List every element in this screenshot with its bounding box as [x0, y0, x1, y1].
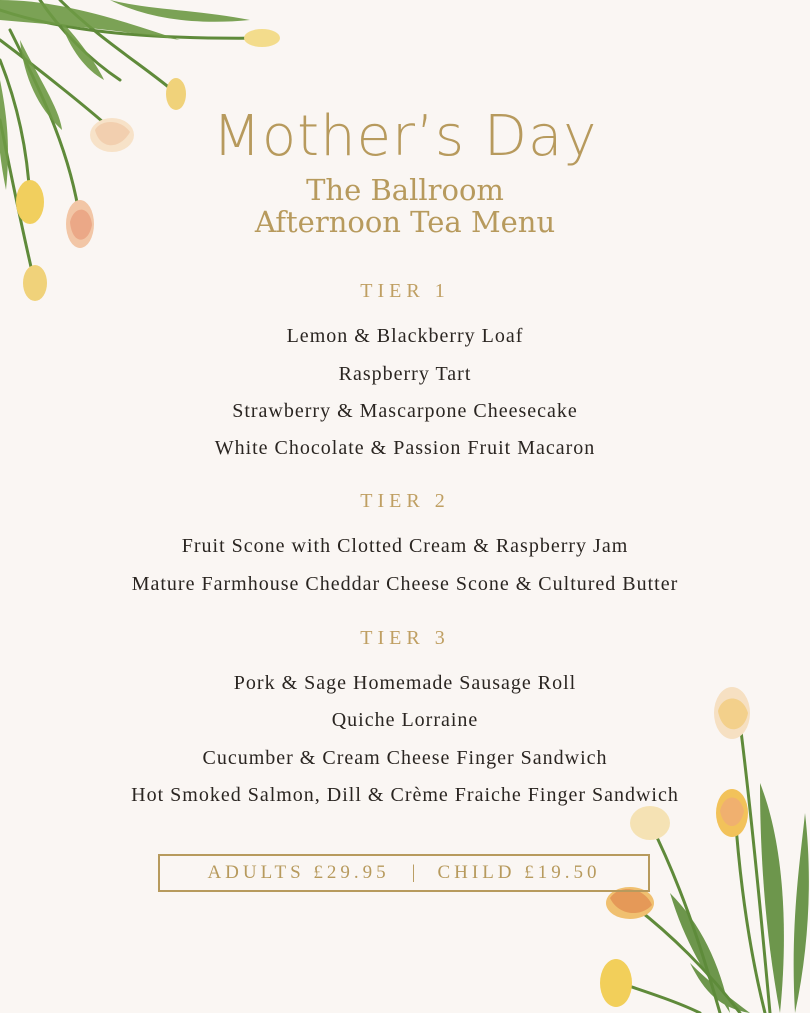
tier-1-heading: TIER 1 [360, 280, 450, 302]
menu-item: Pork & Sage Homemade Sausage Roll [233, 672, 577, 694]
tulips-icon [590, 683, 810, 1013]
price-box [158, 854, 650, 892]
adult-price: ADULTS £29.95 [207, 862, 390, 883]
menu-subtitle: Afternoon Tea Menu [254, 205, 556, 239]
menu-item: Strawberry & Mascarpone Cheesecake [232, 400, 578, 422]
venue-subtitle: The Ballroom [306, 173, 504, 207]
child-price: CHILD £19.50 [437, 862, 601, 883]
menu-item: Fruit Scone with Clotted Cream & Raspberry Jam [181, 535, 629, 557]
price-separator: | [411, 862, 416, 883]
page-title: Mother’s Day [212, 104, 598, 169]
menu-item: Hot Smoked Salmon, Dill & Crème Fraiche Finger Sandwich [131, 784, 679, 806]
menu-item: Lemon & Blackberry Loaf [286, 325, 524, 347]
menu-item: Raspberry Tart [338, 363, 472, 385]
tier-2-heading: TIER 2 [360, 490, 450, 512]
menu-item: Mature Farmhouse Cheddar Cheese Scone & Cultured Butter [131, 573, 679, 595]
menu-item: White Chocolate & Passion Fruit Macaron [214, 437, 596, 459]
menu-item: Cucumber & Cream Cheese Finger Sandwich [202, 747, 608, 769]
tier-3-heading: TIER 3 [360, 627, 450, 649]
menu-item: Quiche Lorraine [331, 709, 479, 731]
